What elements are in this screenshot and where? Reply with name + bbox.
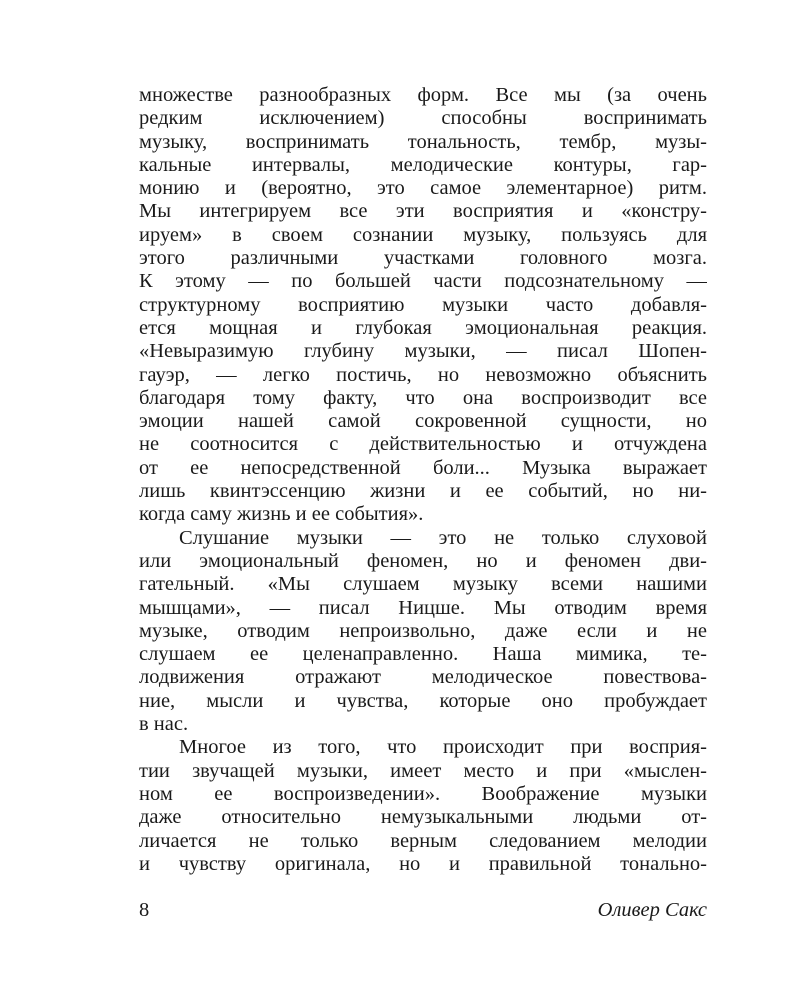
text-line: слушаем ее целенаправленно. Наша мимика, те-	[139, 643, 707, 666]
text-line: эмоции нашей самой сокровенной сущности, но	[139, 410, 707, 433]
text-line: музыку, воспринимать тональность, тембр, музы-	[139, 130, 707, 153]
text-line: лишь квинтэссенцию жизни и ее событий, но ни-	[139, 480, 707, 503]
text-line: или эмоциональный феномен, но и феномен дви-	[139, 549, 707, 572]
text-line: даже относительно немузыкальными людьми от-	[139, 806, 707, 829]
text-line: от ее непосредственной боли... Музыка выражает	[139, 456, 707, 479]
paragraph	[139, 736, 707, 876]
text-line: не соотносится с действительностью и отчуждена	[139, 433, 707, 456]
text-line: гауэр, — легко постичь, но невозможно объяснить	[139, 363, 707, 386]
text-line: монию и (вероятно, это самое элементарное) ритм.	[139, 177, 707, 200]
text-line: лодвижения отражают мелодическое повествова-	[139, 666, 707, 689]
text-line: и чувству оригинала, но и правильной тонально-	[139, 852, 707, 875]
paragraph	[139, 527, 707, 737]
text-line: в нас.	[139, 713, 189, 736]
text-line: ние, мысли и чувства, которые оно пробуждает	[139, 689, 707, 712]
text-line: структурному восприятию музыки часто добавля-	[139, 293, 707, 316]
text-line: этого различными участками головного мозга.	[139, 247, 707, 270]
text-line: личается не только верным следованием мелодии	[139, 829, 707, 852]
text-line: благодаря тому факту, что она воспроизводит все	[139, 386, 707, 409]
text-line: ном ее воспроизведении». Воображение музыки	[139, 782, 707, 805]
page-number: 8	[139, 899, 150, 921]
text-line: когда саму жизнь и ее события».	[139, 503, 424, 526]
paragraph	[139, 84, 707, 527]
text-line: ется мощная и глубокая эмоциональная реакция.	[139, 316, 707, 339]
running-footer-author: Оливер Сакс	[597, 899, 707, 921]
text-line: «Невыразимую глубину музыки, — писал Шопен-	[139, 340, 707, 363]
text-line: кальные интервалы, мелодические контуры, гар-	[139, 153, 707, 176]
text-line: ируем» в своем сознании музыку, пользуясь для	[139, 223, 707, 246]
text-line: множестве разнообразных форм. Все мы (за очень	[139, 84, 707, 106]
text-line: тии звучащей музыки, имеет место и при «мыслен-	[139, 759, 707, 782]
text-line: Слушание музыки — это не только слуховой	[179, 526, 707, 549]
text-line: К этому — по большей части подсознательному —	[139, 270, 707, 293]
text-line: мышцами», — писал Ницше. Мы отводим время	[139, 596, 707, 619]
text-line: редким исключением) способны воспринимать	[139, 107, 707, 130]
text-line: Многое из того, что происходит при восприя-	[179, 736, 707, 759]
text-line: гательный. «Мы слушаем музыку всеми нашими	[139, 573, 707, 596]
text-line: музыке, отводим непроизвольно, даже если и не	[139, 619, 707, 642]
body-text	[139, 84, 707, 876]
text-line: Мы интегрируем все эти восприятия и «констру-	[139, 200, 707, 223]
